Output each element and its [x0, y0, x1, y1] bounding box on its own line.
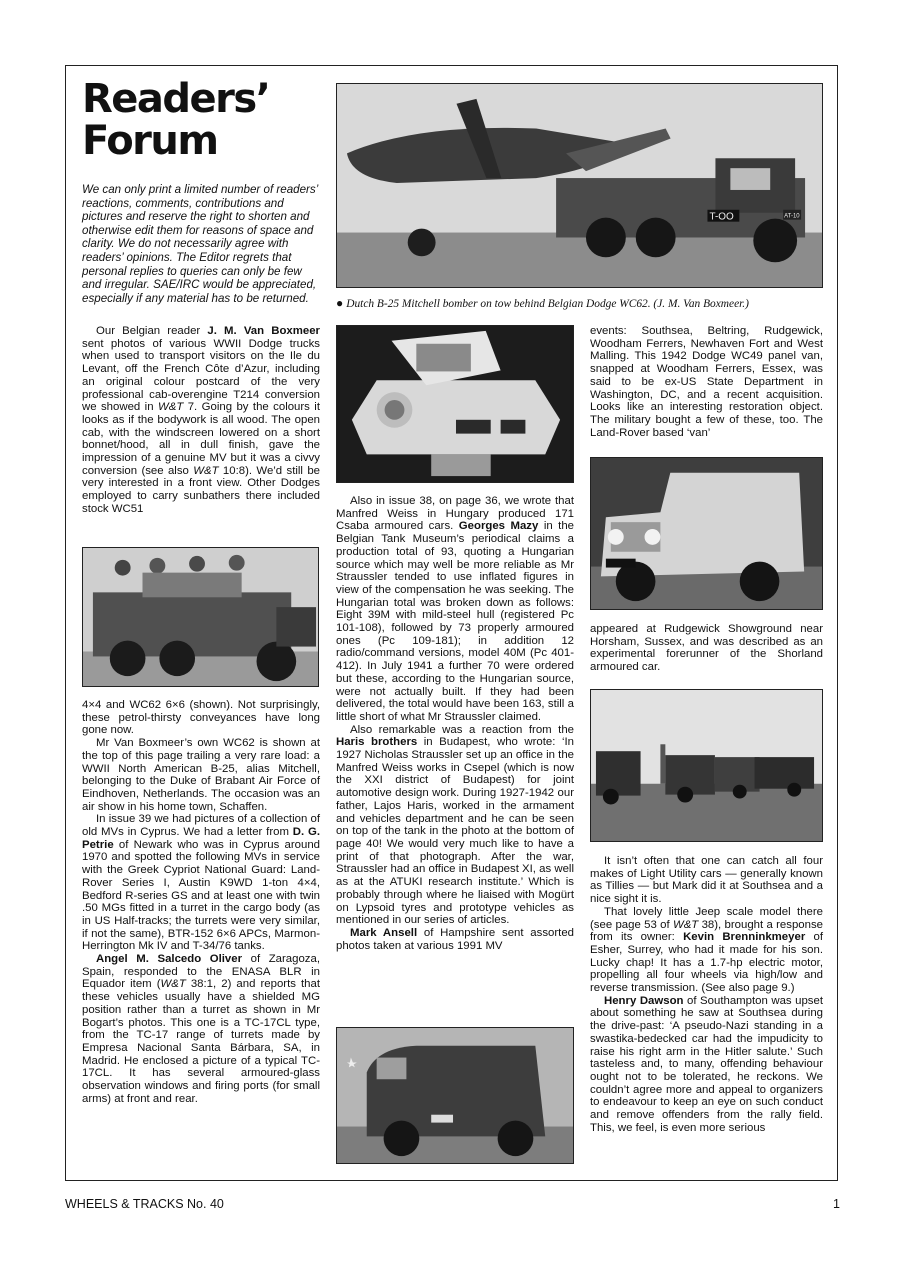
caption-bullet: ●: [336, 296, 344, 310]
photo-land-rover-van: [590, 457, 823, 610]
intro-disclaimer: We can only print a limited number of readers’ reactions, comments, contributions and pictures and reserve the right to shorten and otherwise edit them for reasons of space and clarity. We do not necessarily agree with readers’ opinions. The Editor regrets that personal replies to queries can only be few and irregular. SAE/IRC would be appreciated, especially if any material has to be returned.: [82, 183, 318, 305]
paragraph-van-boxmeer: Our Belgian reader J. M. Van Boxmeer sent photos of various WWII Dodge trucks when used to transport visitors on the Ile du Levant, off the French Côte d’Azur, including an original colour postcard of the very professional cab-overengine T214 conversion we showed in W&T 7. Going by the colours it looks as if the bodywork is all wood. The open cab, with the windscreen lowered on a short bonnet/hood, all in dull finish, gave the impression of a genuine MV but it was a civvy conversion (see also W&T 10:8). We’d still be very interested in a front view. Other Dodges employed to carry sunbathers there included stock WC51: [82, 325, 320, 515]
paragraph-b25: Mr Van Boxmeer’s own WC62 is shown at the top of this page trailing a very rare load: a WWII North American B-25, alias Mitchell, belonging to the Duke of Brabant Air Force of Eindhoven, Netherlands. The occasion was an air show in his home town, Schaffen.: [82, 737, 320, 813]
column-1-bottom: [82, 699, 320, 1106]
footer-page-number: 1: [833, 1197, 840, 1211]
photo-b25-mitchell-tow: [336, 83, 823, 288]
page-title: [82, 78, 269, 162]
column-3-top: [590, 325, 823, 439]
title-line-2: Forum: [82, 118, 218, 164]
column-3-middle: [590, 623, 823, 674]
license-plate-text: T-OO: [709, 211, 734, 223]
column-3-bottom: [590, 855, 823, 1134]
paragraph-ansell: Mark Ansell of Hampshire sent assorted photos taken at various 1991 MV: [336, 926, 574, 952]
paragraph-haris: Also remarkable was a reaction from the Haris brothers in Budapest, who wrote: ‘In 1927 Nicholas Straussler set up an office in the Manfred Weiss works in Csepel (which is now the XXI district of Budapest) for joint automotive design work. During 1927-1942 our father, Lajos Haris, worked in the armament and vehicles department and he can be seen on top of the tank in the photo at the bottom of page 40! We would very much like to have a print of that photograph. After the war, Straussler had an office in Budapest XI, as well as at the ATUKI research institute.’ Which is probably through where he liaised with Mogürt on Lypsoid tyres and prototype vehicles as mentioned in our series of articles.: [336, 723, 574, 927]
column-1-top: [82, 325, 320, 516]
vehicle-tag-text: AT-10: [784, 213, 800, 220]
photo-dodge-sunbathers: [82, 547, 319, 687]
column-2: [336, 495, 574, 952]
paragraph-wc62: 4×4 and WC62 6×6 (shown). Not surprisingly, these petrol-thirsty conveyances have long gone now.: [82, 699, 320, 737]
paragraph-salcedo: Angel M. Salcedo Oliver of Zaragoza, Spain, responded to the ENASA BLR in Equador item (W&T 38:1, 2) and reports that these vehicles usually have a shielded MG position rather than a turret as shown in Mr Bogart’s photos. This one is a TC-17CL type, from the TC-17 range of turrets made by Empresa Nacional Santa Bárbara, SA, in Madrid. He enclosed a picture of a typical TC-17CL. It has several armoured-glass observation windows and firing ports (for small arms) at front and rear.: [82, 953, 320, 1105]
title-line-1: Readers’: [82, 76, 270, 122]
paragraph-brenninkmeyer: That lovely little Jeep scale model there (see page 53 of W&T 38), brought a response from its owner: Kevin Brenninkmeyer of Esher, Surrey, who had it made for his son. Lucky chap! It has a 1.7-hp electric motor, propelling all four wheels via high/low and reverse transmission. (See also page 9.): [590, 905, 823, 995]
caption-text: Dutch B-25 Mitchell bomber on tow behind Belgian Dodge WC62. (J. M. Van Boxmeer.): [346, 298, 749, 310]
photo-dodge-wc49-van: [336, 1027, 574, 1164]
paragraph-rudgewick: appeared at Rudgewick Showground near Horsham, Sussex, and was described as an experimental forerunner of the Shorland armoured car.: [590, 623, 823, 674]
photo-tc17cl-turret: [336, 325, 574, 483]
photo-tillies: [590, 689, 823, 842]
paragraph-tillies: It isn’t often that one can catch all four makes of Light Utility cars — generally known as Tillies — but Mark did it at Southsea and a nice sight it is.: [590, 855, 823, 906]
paragraph-petrie: In issue 39 we had pictures of a collection of old MVs in Cyprus. We had a letter from D. G. Petrie of Newark who was in Cyprus around 1970 and spotted the following MVs in service with the Greek Cypriot National Guard: Land-Rover Series I, Austin K9WD 1-ton 4×4, Bedford R-series GS and at least one with twin .50 MGs fitted in a turret in the cargo body (as in US Half-tracks; the turrets were very similar, if not the same), BTR-152 6×6 APCs, Marmon-Herrington Mk IV and T-34/76 tanks.: [82, 813, 320, 953]
paragraph-csaba: Also in issue 38, on page 36, we wrote that Manfred Weiss in Hungary produced 171 Csaba armoured cars. Georges Mazy in the Belgian Tank Museum’s periodical claims a production total of 93, quoting a Hungarian source which may well be more reliable as Mr Straussler tended to use inflated figures in view of the compensation he was seeking. The Hungarian total was broken down as follows: Eight 39M with mild-steel hull (registered Pc 101-108), followed by 73 properly armoured ones (Pc 109-181); in addition 12 radio/command versions, model 40M (Pc 401-412). In July 1941 a further 70 were ordered but these, according to the Hungarian source, were not actually built. If they had been delivered, the total would have been 163, still a little short of what Mr Straussler claimed.: [336, 495, 574, 723]
footer-publication: WHEELS & TRACKS No. 40: [65, 1197, 224, 1211]
paragraph-events: events: Southsea, Beltring, Rudgewick, Woodham Ferrers, Newhaven Fort and West Malling. This 1942 Dodge WC49 panel van, snapped at Woodham Ferrers, Essex, was said to be ex-US State Department in Washington, DC, and a recent acquisition. Looks like an interesting restoration object. The military bought a few of these, too. The Land-Rover based ‘van’: [590, 325, 823, 439]
photo-caption: [336, 296, 836, 311]
paragraph-dawson: Henry Dawson of Southampton was upset about something he saw at Southsea during the drive-past: ‘A pseudo-Nazi standing in a swastika-bedecked car had the impudicity to raise his right arm in the Hitler salute.’ Such tasteless and, to many, offending behaviour ought not to be tolerated, he reckons. We couldn’t agree more and appeal to organizers to endeavour to keep an eye on such conduct and remove offenders from the rally field. This, we feel, is even more serious: [590, 994, 824, 1134]
